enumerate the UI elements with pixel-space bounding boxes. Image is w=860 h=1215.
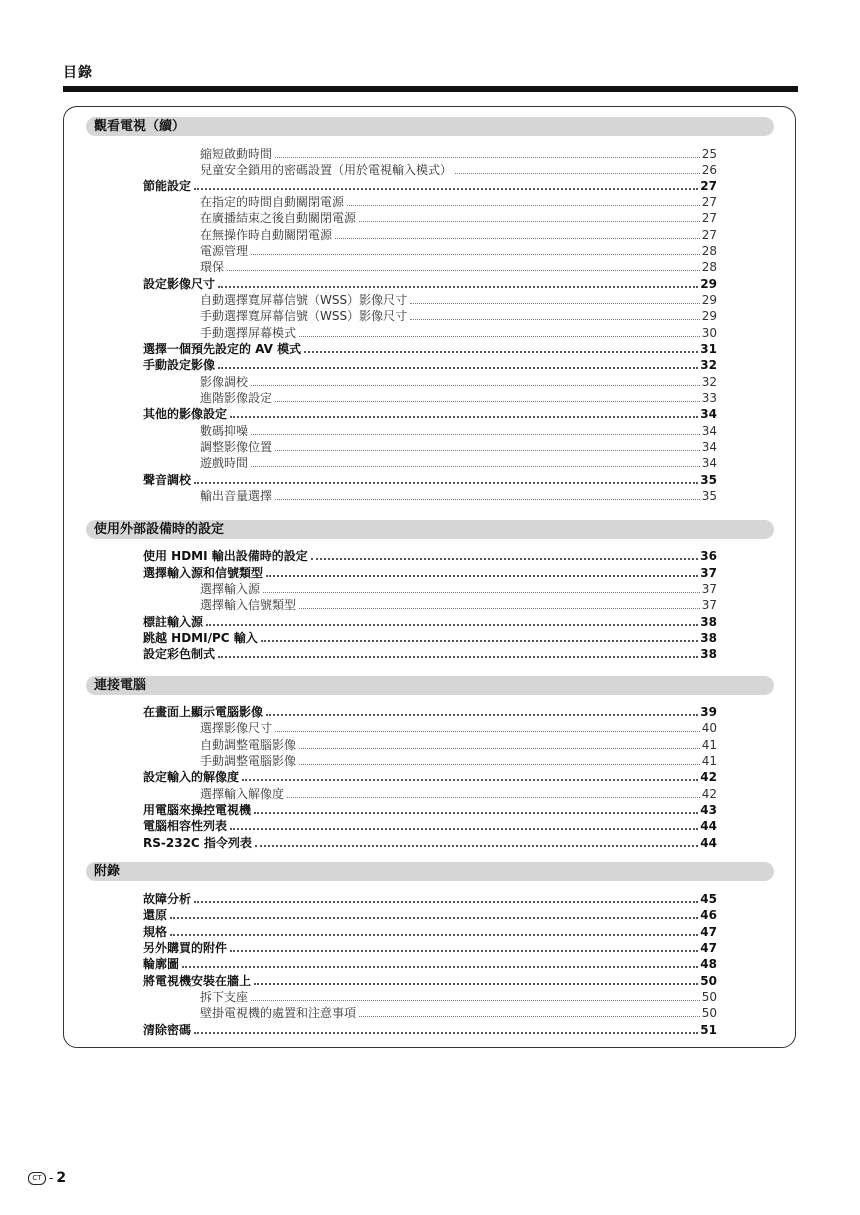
entry-page: 29 xyxy=(701,309,717,323)
entry-page: 38 xyxy=(700,631,717,645)
section-label: 連接電腦 xyxy=(94,678,147,693)
dot-leader xyxy=(194,482,698,484)
toc-entry[interactable] xyxy=(143,818,717,833)
dot-leader xyxy=(410,319,700,320)
entry-title: 輪廓圖 xyxy=(143,957,180,971)
toc-entry-sub[interactable] xyxy=(200,455,717,470)
entry-page: 44 xyxy=(700,819,717,833)
entry-title: 自動選擇寬屏幕信號（WSS）影像尺寸 xyxy=(200,293,408,307)
entry-title: 選擇輸入源 xyxy=(200,582,261,596)
section-label: 附錄 xyxy=(94,864,121,879)
toc-entry[interactable] xyxy=(143,341,717,356)
entry-page: 29 xyxy=(700,277,717,291)
toc-entry-sub[interactable] xyxy=(200,597,717,612)
toc-entry-sub[interactable] xyxy=(200,259,717,274)
entry-title: RS-232C 指令列表 xyxy=(143,836,252,850)
dot-leader xyxy=(359,221,700,222)
entry-title: 其他的影像設定 xyxy=(143,407,228,421)
page-footer xyxy=(28,1170,66,1186)
entry-page: 29 xyxy=(701,293,717,307)
dot-leader xyxy=(275,731,700,732)
language-badge-icon: CT xyxy=(28,1172,46,1185)
entry-title: 輸出音量選擇 xyxy=(200,489,273,503)
entry-page: 32 xyxy=(701,375,717,389)
entry-title: 在畫面上顯示電腦影像 xyxy=(143,705,264,719)
toc-entry[interactable] xyxy=(143,802,717,817)
toc-entry[interactable] xyxy=(143,565,717,580)
section-label: 使用外部設備時的設定 xyxy=(94,522,225,537)
entry-page: 50 xyxy=(700,974,717,988)
entry-title: 電源管理 xyxy=(200,244,249,258)
toc-entry-sub[interactable] xyxy=(200,194,717,209)
entry-title: 故障分析 xyxy=(143,892,192,906)
entry-title: 選擇影像尺寸 xyxy=(200,721,273,735)
dot-leader xyxy=(455,173,700,174)
entry-title: 規格 xyxy=(143,925,168,939)
entry-title: 將電視機安裝在牆上 xyxy=(143,974,252,988)
entry-title: 環保 xyxy=(200,260,225,274)
dot-leader xyxy=(254,983,698,985)
entry-title: 手動設定影像 xyxy=(143,358,216,372)
entry-title: 手動調整電腦影像 xyxy=(200,754,297,768)
dot-leader xyxy=(206,624,698,626)
entry-title: 自動調整電腦影像 xyxy=(200,738,297,752)
toc-entry[interactable] xyxy=(143,769,717,784)
entry-page: 34 xyxy=(701,440,717,454)
toc-entry-sub[interactable] xyxy=(200,390,717,405)
entry-page: 25 xyxy=(701,147,717,161)
dot-leader xyxy=(218,656,698,658)
dot-leader xyxy=(218,286,698,288)
dot-leader xyxy=(275,499,700,500)
entry-page: 27 xyxy=(701,228,717,242)
dot-leader xyxy=(251,466,700,467)
entry-page: 27 xyxy=(701,211,717,225)
entry-title: 跳越 HDMI/PC 輸入 xyxy=(143,631,258,645)
entry-title: 兒童安全鎖用的密碼設置（用於電視輸入模式） xyxy=(200,163,453,177)
entry-title: 設定輸入的解像度 xyxy=(143,770,240,784)
entry-page: 47 xyxy=(700,941,717,955)
toc-entry-sub[interactable] xyxy=(200,308,717,323)
entry-title: 選擇輸入解像度 xyxy=(200,787,285,801)
toc-entry[interactable] xyxy=(143,614,717,629)
dot-leader xyxy=(275,401,700,402)
toc-entry-sub[interactable] xyxy=(200,1005,717,1020)
toc-entry-sub[interactable] xyxy=(200,374,717,389)
toc-entry-sub[interactable] xyxy=(200,210,717,225)
entry-title: 在指定的時間自動關閉電源 xyxy=(200,195,345,209)
entry-page: 28 xyxy=(701,244,717,258)
dot-leader xyxy=(266,714,698,716)
toc-entry[interactable] xyxy=(143,630,717,645)
toc-entry[interactable] xyxy=(143,704,717,719)
dot-leader xyxy=(275,157,700,158)
entry-page: 44 xyxy=(700,836,717,850)
entry-page: 46 xyxy=(700,908,717,922)
entry-title: 用電腦來操控電視機 xyxy=(143,803,252,817)
entry-title: 縮短啟動時間 xyxy=(200,147,273,161)
entry-page: 42 xyxy=(700,770,717,784)
toc-entry-sub[interactable] xyxy=(200,325,717,340)
entry-title: 遊戲時間 xyxy=(200,456,249,470)
dot-leader xyxy=(230,828,698,830)
dot-leader xyxy=(194,1032,698,1034)
dot-leader xyxy=(410,303,700,304)
toc-entry[interactable] xyxy=(143,276,717,291)
dot-leader xyxy=(275,450,700,451)
entry-page: 51 xyxy=(700,1023,717,1037)
entry-title: 在廣播結束之後自動關閉電源 xyxy=(200,211,357,225)
entry-title: 還原 xyxy=(143,908,168,922)
entry-page: 35 xyxy=(701,489,717,503)
entry-page: 31 xyxy=(700,342,717,356)
toc-entry[interactable] xyxy=(143,357,717,372)
footer-separator: - xyxy=(49,1171,54,1185)
entry-page: 41 xyxy=(701,754,717,768)
entry-title: 調整影像位置 xyxy=(200,440,273,454)
entry-page: 32 xyxy=(700,358,717,372)
entry-page: 26 xyxy=(701,163,717,177)
page-title: 目錄 xyxy=(63,65,93,81)
entry-page: 50 xyxy=(701,1006,717,1020)
entry-title: 拆下支座 xyxy=(200,990,249,1004)
dot-leader xyxy=(230,950,698,952)
dot-leader xyxy=(311,558,699,560)
toc-entry-sub[interactable] xyxy=(200,423,717,438)
toc-entry-sub[interactable] xyxy=(200,439,717,454)
toc-entry[interactable] xyxy=(143,924,717,939)
toc-entry-sub[interactable] xyxy=(200,720,717,735)
entry-page: 27 xyxy=(700,179,717,193)
entry-title: 選擇一個預先設定的 AV 模式 xyxy=(143,342,302,356)
entry-page: 27 xyxy=(701,195,717,209)
entry-title: 另外購買的附件 xyxy=(143,941,228,955)
toc-entry[interactable] xyxy=(143,907,717,922)
entry-page: 41 xyxy=(701,738,717,752)
entry-page: 34 xyxy=(700,407,717,421)
entry-page: 38 xyxy=(700,647,717,661)
dot-leader xyxy=(299,748,700,749)
section-header-watching-tv xyxy=(86,117,774,136)
dot-leader xyxy=(194,188,698,190)
entry-title: 手動選擇屏幕模式 xyxy=(200,326,297,340)
toc-entry[interactable] xyxy=(143,646,717,661)
entry-page: 30 xyxy=(701,326,717,340)
dot-leader xyxy=(230,416,698,418)
toc-entry-sub[interactable] xyxy=(200,243,717,258)
entry-title: 在無操作時自動關閉電源 xyxy=(200,228,333,242)
toc-entry[interactable] xyxy=(143,956,717,971)
entry-title: 手動選擇寬屏幕信號（WSS）影像尺寸 xyxy=(200,309,408,323)
section-header-external-devices xyxy=(86,520,774,539)
toc-entry-sub[interactable] xyxy=(200,786,717,801)
dot-leader xyxy=(304,351,698,353)
entry-page: 48 xyxy=(700,957,717,971)
dot-leader xyxy=(251,434,700,435)
dot-leader xyxy=(261,640,699,642)
dot-leader xyxy=(182,966,698,968)
entry-page: 37 xyxy=(701,582,717,596)
dot-leader xyxy=(170,917,698,919)
toc-entry[interactable] xyxy=(143,940,717,955)
entry-title: 進階影像設定 xyxy=(200,391,273,405)
entry-page: 34 xyxy=(701,456,717,470)
entry-page: 42 xyxy=(701,787,717,801)
section-header-appendix xyxy=(86,862,774,881)
entry-title: 設定彩色制式 xyxy=(143,647,216,661)
toc-entry-sub[interactable] xyxy=(200,581,717,596)
toc-entry-sub[interactable] xyxy=(200,737,717,752)
entry-page: 37 xyxy=(701,598,717,612)
entry-title: 選擇輸入信號類型 xyxy=(200,598,297,612)
entry-page: 33 xyxy=(701,391,717,405)
section-label: 觀看電視（續） xyxy=(94,119,186,134)
dot-leader xyxy=(299,764,700,765)
toc-entry[interactable] xyxy=(143,548,717,563)
dot-leader xyxy=(170,934,698,936)
toc-entry[interactable] xyxy=(143,472,717,487)
entry-title: 電腦相容性列表 xyxy=(143,819,228,833)
entry-title: 聲音調校 xyxy=(143,473,192,487)
entry-title: 選擇輸入源和信號類型 xyxy=(143,566,264,580)
toc-entry[interactable] xyxy=(143,1022,717,1037)
toc-entry[interactable] xyxy=(143,178,717,193)
entry-title: 標註輸入源 xyxy=(143,615,204,629)
dot-leader xyxy=(227,270,700,271)
dot-leader xyxy=(266,575,698,577)
entry-page: 38 xyxy=(700,615,717,629)
entry-page: 45 xyxy=(700,892,717,906)
toc-entry[interactable] xyxy=(143,406,717,421)
dot-leader xyxy=(251,385,700,386)
entry-page: 47 xyxy=(700,925,717,939)
dot-leader xyxy=(347,205,700,206)
entry-page: 40 xyxy=(701,721,717,735)
dot-leader xyxy=(254,812,698,814)
dot-leader xyxy=(335,238,700,239)
dot-leader xyxy=(299,608,700,609)
dot-leader xyxy=(263,592,700,593)
toc-entry-sub[interactable] xyxy=(200,162,717,177)
toc-entry-sub[interactable] xyxy=(200,292,717,307)
dot-leader xyxy=(218,367,698,369)
dot-leader xyxy=(359,1016,700,1017)
entry-title: 清除密碼 xyxy=(143,1023,192,1037)
toc-entry-sub[interactable] xyxy=(200,488,717,503)
toc-entry[interactable] xyxy=(143,973,717,988)
entry-title: 影像調校 xyxy=(200,375,249,389)
page-number: 2 xyxy=(56,1170,67,1186)
toc-entry-sub[interactable] xyxy=(200,146,717,161)
entry-page: 28 xyxy=(701,260,717,274)
entry-page: 39 xyxy=(700,705,717,719)
toc-entry-sub[interactable] xyxy=(200,227,717,242)
entry-page: 43 xyxy=(700,803,717,817)
dot-leader xyxy=(251,254,700,255)
toc-entry-sub[interactable] xyxy=(200,989,717,1004)
title-rule xyxy=(63,86,798,92)
entry-page: 37 xyxy=(700,566,717,580)
dot-leader xyxy=(299,336,700,337)
toc-entry-sub[interactable] xyxy=(200,753,717,768)
entry-title: 節能設定 xyxy=(143,179,192,193)
entry-title: 使用 HDMI 輸出設備時的設定 xyxy=(143,549,308,563)
entry-title: 數碼抑噪 xyxy=(200,424,249,438)
entry-page: 50 xyxy=(701,990,717,1004)
section-header-pc-connection xyxy=(86,676,774,695)
toc-entry[interactable] xyxy=(143,891,717,906)
dot-leader xyxy=(287,797,700,798)
dot-leader xyxy=(194,901,698,903)
entry-page: 35 xyxy=(700,473,717,487)
toc-entry[interactable] xyxy=(143,835,717,850)
entry-title: 壁掛電視機的處置和注意事項 xyxy=(200,1006,357,1020)
entry-page: 36 xyxy=(700,549,717,563)
dot-leader xyxy=(255,845,698,847)
dot-leader xyxy=(251,1000,700,1001)
entry-page: 34 xyxy=(701,424,717,438)
dot-leader xyxy=(242,779,698,781)
entry-title: 設定影像尺寸 xyxy=(143,277,216,291)
